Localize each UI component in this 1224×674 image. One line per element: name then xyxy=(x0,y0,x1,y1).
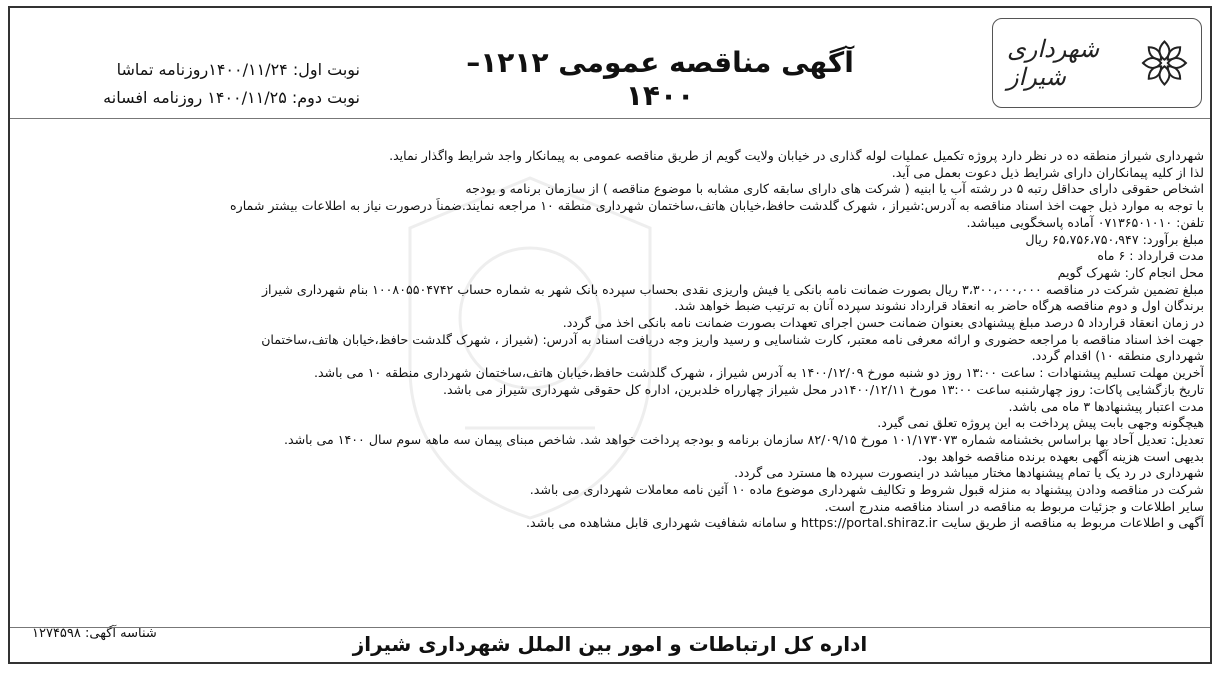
body-line: مبلغ برآورد: ۶۵،۷۵۶،۷۵۰،۹۴۷ ریال xyxy=(1025,231,1204,247)
first-publication: نوبت اول: ۱۴۰۰/۱۱/۲۴روزنامه تماشا xyxy=(116,60,360,79)
ad-identifier: شناسه آگهی: ۱۲۷۴۵۹۸ xyxy=(32,626,157,641)
body-line: تلفن: ۰۷۱۳۶۵۰۱۰۱۰ آماده پاسخگویی میباشد. xyxy=(966,214,1204,230)
body-line: مدت قرارداد : ۶ ماه xyxy=(1097,248,1204,264)
body-line: برندگان اول و دوم مناقصه هرگاه حاضر به انعقاد قرارداد نشوند سپرده آنان به ترتیب ضبط خواهد شد. xyxy=(674,298,1204,314)
tender-advertisement xyxy=(8,6,1212,664)
body-line: شهرداری شیراز منطقه ده در نظر دارد پروژه تکمیل عملیات لوله گذاری در خیابان ولایت گویم از طریق مناقصه عمومی به پیمانکار واجد شرایط واگذار نماید. xyxy=(389,148,1204,163)
body-line: شهرداری منطقه ۱۰) اقدام گردد. xyxy=(1031,348,1204,364)
ad-body xyxy=(28,148,1204,532)
ad-header xyxy=(10,8,1210,119)
body-line: لذا از کلیه پیمانکاران دارای شرایط ذیل دعوت بعمل می آید. xyxy=(891,164,1204,180)
second-publication: نوبت دوم: ۱۴۰۰/۱۱/۲۵ روزنامه افسانه xyxy=(103,88,360,107)
body-line: اشخاص حقوقی دارای حداقل رتبه ۵ در رشته آب یا ابنیه ( شرکت های دارای سابقه کاری مشابه با موضوع مناقصه ) از سازمان برنامه و بودجه xyxy=(465,181,1204,197)
publication-schedule xyxy=(70,56,360,112)
footer-title: اداره کل ارتباطات و امور بین الملل شهرداری شیراز xyxy=(352,632,868,656)
body-line: محل انجام کار: شهرک گویم xyxy=(1057,264,1204,280)
shiraz-municipality-logo xyxy=(992,18,1202,108)
body-line: بدیهی است هزینه آگهی بعهده برنده مناقصه خواهد بود. xyxy=(917,448,1204,464)
body-line: شهرداری در رد یک یا تمام پیشنهادها مختار میباشد در اینصورت سپرده ها مسترد می گردد. xyxy=(734,465,1204,481)
body-line: با توجه به موارد ذیل جهت اخذ اسناد مناقصه به آدرس:شیراز ، شهرک گلدشت حافظ،خیابان هاتف،ساختمان شهرداری منطقه ۱۰ مراجعه نمایند.ضمناً درصورت نیاز به اطلاعات بیشتر شماره xyxy=(230,198,1204,214)
body-line: جهت اخذ اسناد مناقصه با مراجعه حضوری و ارائه معرفی نامه معتبر، کارت شناسایی و رسید واریز وجه دریافت اسناد به آدرس: (شیراز ، شهرک گلدشت حافظ،خیابان هاتف،ساختمان xyxy=(261,331,1204,347)
body-line: مدت اعتبار پیشنهادها ۳ ماه می باشد. xyxy=(1008,398,1204,414)
body-line: سایر اطلاعات و جزئیات مربوط به مناقصه در اسناد مناقصه مندرج است. xyxy=(824,498,1204,514)
ad-footer xyxy=(10,627,1210,662)
body-line: هیچگونه وجهی بابت پیش پرداخت به این پروژه تعلق نمی گیرد. xyxy=(877,415,1204,431)
flower-emblem-icon xyxy=(1138,31,1191,95)
body-line: شرکت در مناقصه ودادن پیشنهاد به منزله قبول شروط و تکالیف شهرداری موضوع ماده ۱۰ آئین نامه معاملات شهرداری می باشد. xyxy=(529,482,1204,498)
body-line: تعدیل: تعدیل آحاد بها براساس بخشنامه شماره ۱۰۱/۱۷۳۰۷۳ مورخ ۸۲/۰۹/۱۵ سازمان برنامه و بودجه پرداخت خواهد شد. شاخص مبنای پیمان سه ماهه سوم سال ۱۴۰۰ می باشد. xyxy=(284,431,1204,447)
body-line: آگهی و اطلاعات مربوط به مناقصه از طریق سایت https://portal.shiraz.ir و سامانه شفافیت شهرداری قابل مشاهده می باشد. xyxy=(525,515,1204,531)
ad-title: آگهی مناقصه عمومی ۱۲۱۲–۱۴۰۰ xyxy=(466,46,854,112)
body-line: آخرین مهلت تسلیم پیشنهادات : ساعت ۱۳:۰۰ روز دو شنبه مورخ ۱۴۰۰/۱۲/۰۹ به آدرس شیراز ، شهرک گلدشت حافظ،خیابان هاتف،ساختمان شهرداری منطقه ۱۰ می باشد. xyxy=(313,365,1204,381)
body-line: مبلغ تضمین شرکت در مناقصه ۳،۳۰۰،۰۰۰،۰۰۰ ریال بصورت ضمانت نامه بانکی یا فیش واریزی نقدی بحساب سپرده بانک شهر به شماره حساب ۱۰۰۸۰۵۵۰۴۷۴۲ بنام شهرداری شیراز xyxy=(261,281,1204,297)
body-line: در زمان انعقاد قرارداد ۵ درصد مبلغ پیشنهادی بعنوان ضمانت حسن اجرای تعهدات بصورت ضمانت نامه بانکی اخذ می گردد. xyxy=(562,315,1204,331)
logo-text: شهرداری شیراز xyxy=(1007,35,1100,91)
body-line: تاریخ بازگشایی پاکات: روز چهارشنبه ساعت ۱۳:۰۰ مورخ ۱۴۰۰/۱۲/۱۱در محل شیراز چهارراه خلدبرین، اداره کل حقوقی شهرداری شیراز می باشد. xyxy=(442,381,1204,397)
